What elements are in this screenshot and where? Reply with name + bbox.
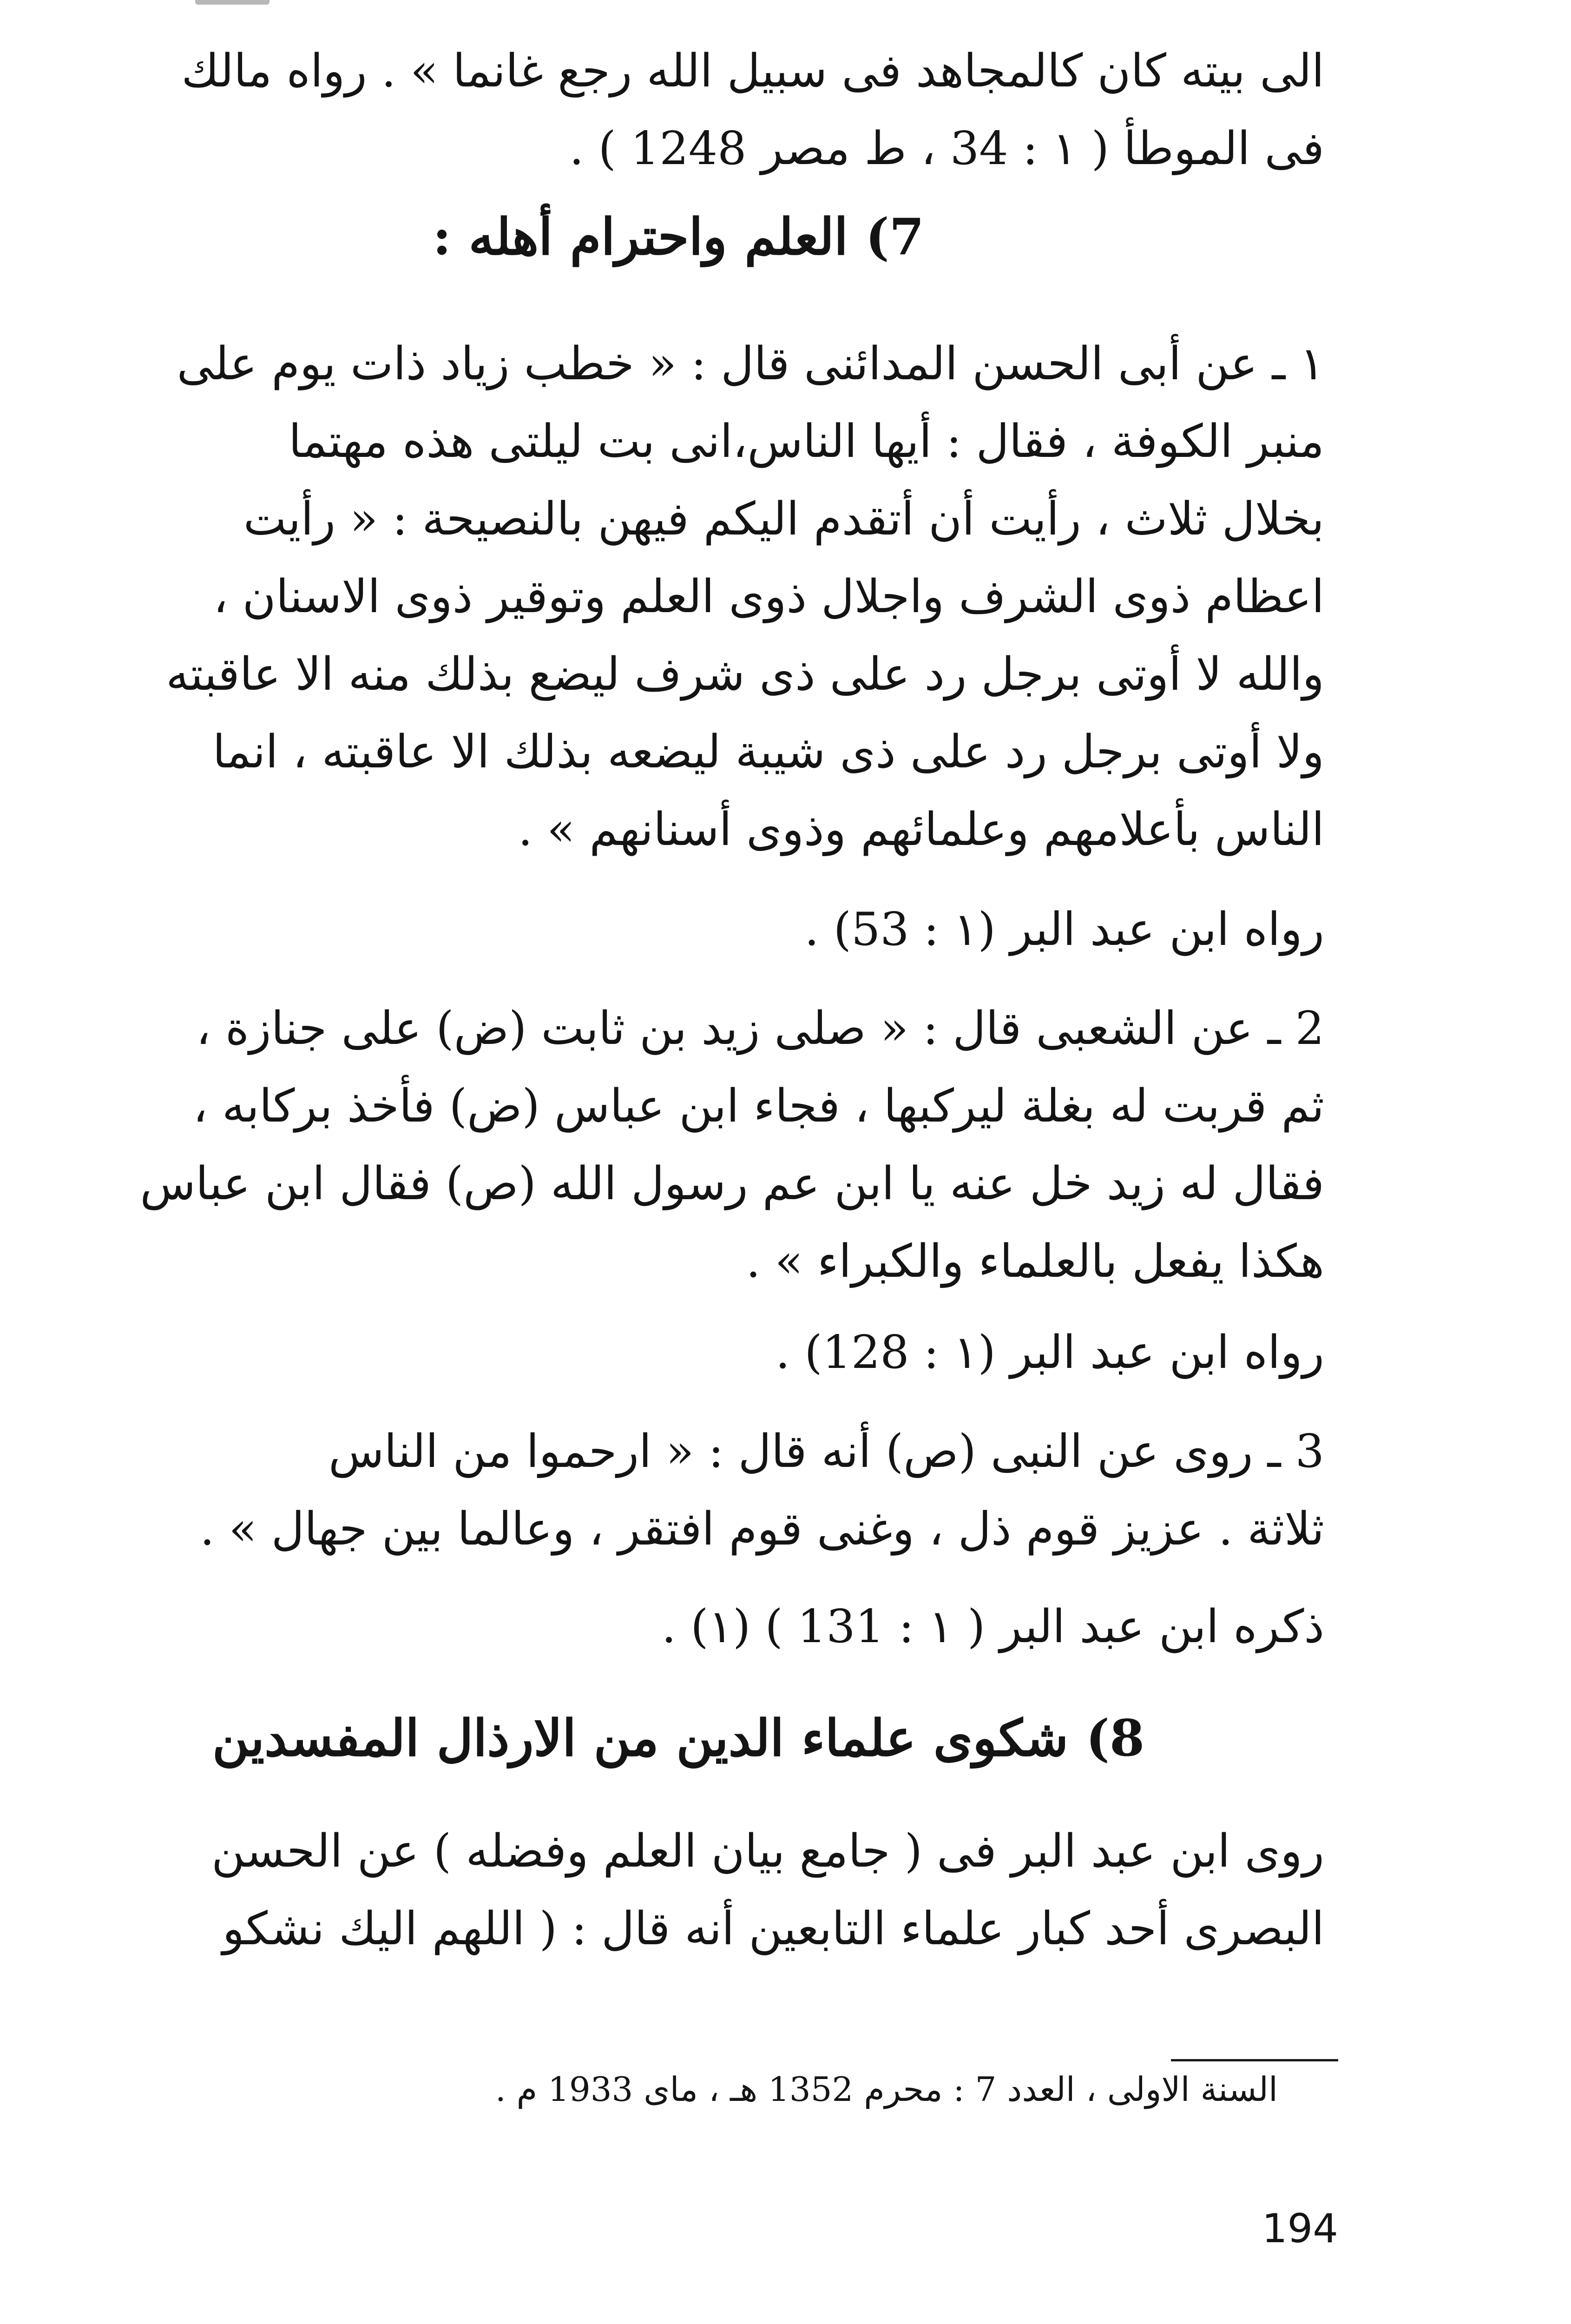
item-3-source: ذكره ابن عبد البر ( ١ : 131 ) (١) . — [661, 1600, 1324, 1653]
section-8-heading: 8) شكوى علماء الدين من الارذال المفسدين — [212, 1709, 1145, 1768]
text-line: ثلاثة . عزيز قوم ذل ، وغنى قوم افتقر ، وعالما بين جهال » . — [200, 1503, 1324, 1556]
footnote: السنة الاولى ، العدد 7 : محرم 1352 هـ ، ماى 1933 م . — [495, 2070, 1278, 2109]
text-line: ثم قربت له بغلة ليركبها ، فجاء ابن عباس (ض) فأخذ بركابه ، — [193, 1080, 1324, 1133]
item-2-paragraph — [33, 990, 1324, 1301]
text-line: الناس بأعلامهم وعلمائهم وذوى أسنانهم » . — [518, 803, 1324, 856]
text-line: 3 ـ روى عن النبى (ص) أنه قال : « ارحموا من الناس — [329, 1425, 1324, 1478]
item-1-source: رواه ابن عبد البر (١ : 53) . — [804, 903, 1324, 956]
text-line: اعظام ذوى الشرف واجلال ذوى العلم وتوقير ذوى الاسنان ، — [213, 570, 1324, 623]
scan-smudge — [195, 0, 270, 5]
section-7-heading: 7) العلم واحترام أهله : — [433, 208, 924, 266]
item-3-paragraph — [33, 1413, 1324, 1568]
text-line: فقال له زيد خل عنه يا ابن عم رسول الله (ص) فقال ابن عباس — [140, 1157, 1324, 1210]
page-number: 194 — [1262, 2205, 1338, 2252]
text-line: 2 ـ عن الشعبى قال : « صلى زيد بن ثابت (ض) على جنازة ، — [196, 1002, 1324, 1055]
text-line: منبر الكوفة ، فقال : أيها الناس،انى بت ليلتى هذه مهتما — [289, 415, 1324, 468]
text-line: البصرى أحد كبار علماء التابعين أنه قال : ( اللهم اليك نشكو — [222, 1902, 1324, 1955]
text-line: الى بيته كان كالمجاهد فى سبيل الله رجع غانما » . رواه مالك — [181, 45, 1324, 98]
text-line: بخلال ثلاث ، رأيت أن أتقدم اليكم فيهن بالنصيحة : « رأيت — [243, 493, 1324, 546]
text-line: فى الموطأ ( ١ : 34 ، ط مصر 1248 ) . — [569, 122, 1324, 175]
text-line: والله لا أوتى برجل رد على ذى شرف ليضع بذلك منه الا عاقبته — [166, 648, 1324, 701]
intro-paragraph — [33, 33, 1324, 188]
text-line: روى ابن عبد البر فى ( جامع بيان العلم وفضله ) عن الحسن — [211, 1825, 1324, 1878]
text-line: ولا أوتى برجل رد على ذى شيبة ليضعه بذلك الا عاقبته ، انما — [212, 726, 1324, 779]
item-1-paragraph — [33, 325, 1324, 869]
section-8-paragraph — [33, 1813, 1324, 1968]
footnote-rule — [1171, 2059, 1338, 2061]
text-line: هكذا يفعل بالعلماء والكبراء » . — [746, 1235, 1324, 1288]
item-2-source: رواه ابن عبد البر (١ : 128) . — [776, 1326, 1324, 1379]
text-line: ١ ـ عن أبى الحسن المدائنى قال : « خطب زياد ذات يوم على — [177, 337, 1324, 390]
